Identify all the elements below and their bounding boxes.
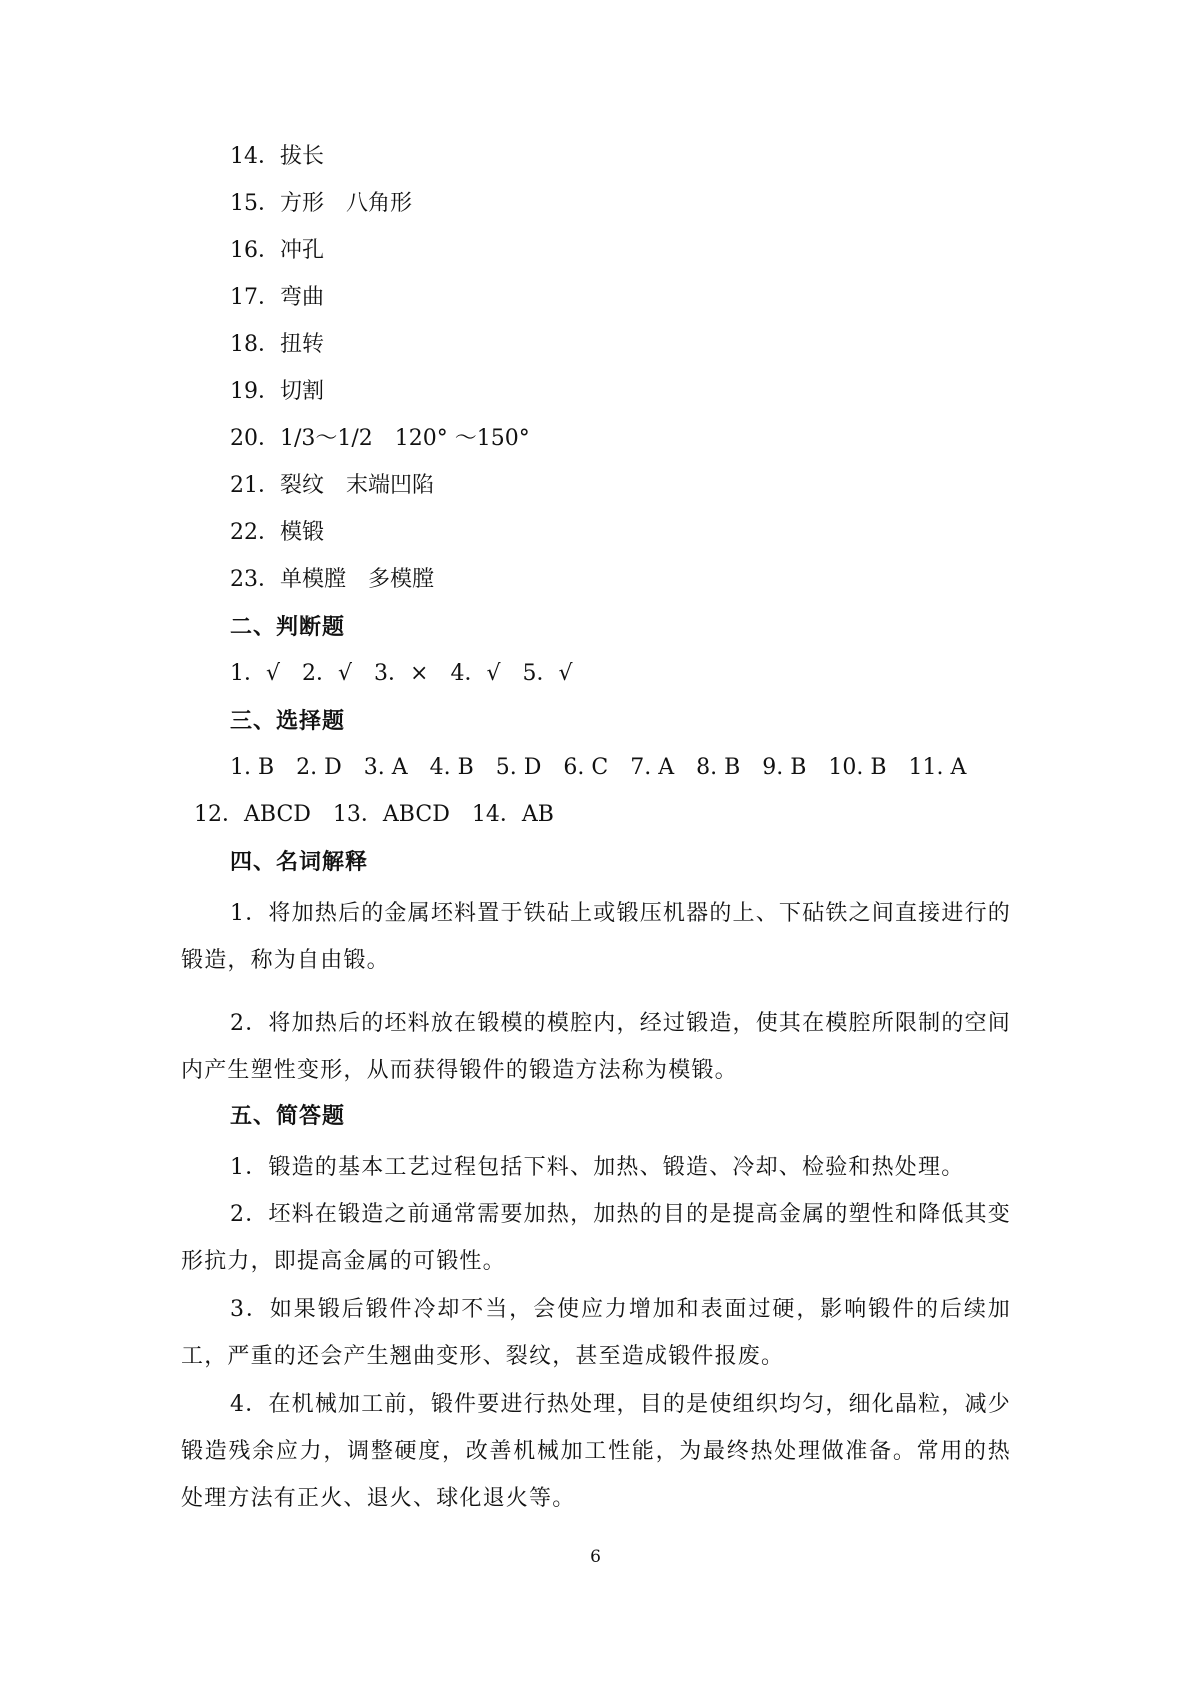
judgment-answers: 1．√ 2．√ 3．× 4．√ 5．√ xyxy=(230,661,573,686)
short-answer-2: 2．坯料在锻造之前通常需要加热，加热的目的是提高金属的塑性和降低其变形抗力，即提高金属的可锻性。 xyxy=(181,1202,1011,1274)
terms-heading: 四、名词解释 xyxy=(230,849,369,875)
fill-answer-17: 17．弯曲 xyxy=(230,285,324,310)
term-definition-1: 1．将加热后的金属坯料置于铁砧上或锻压机器的上、下砧铁之间直接进行的锻造，称为自由锻。 xyxy=(181,901,1011,973)
choice-heading: 三、选择题 xyxy=(230,708,346,734)
short-answer-heading: 五、简答题 xyxy=(230,1103,346,1129)
fill-answer-16: 16．冲孔 xyxy=(230,238,324,263)
short-answer-1: 1．锻造的基本工艺过程包括下料、加热、锻造、冷却、检验和热处理。 xyxy=(230,1155,965,1180)
fill-answer-23: 23．单模膛 多模膛 xyxy=(230,567,434,592)
term-definition-2: 2．将加热后的坯料放在锻模的模腔内，经过锻造，使其在模腔所限制的空间内产生塑性变形，从而获得锻件的锻造方法称为模锻。 xyxy=(181,1011,1011,1083)
short-answer-4: 4．在机械加工前，锻件要进行热处理，目的是使组织均匀，细化晶粒，减少锻造残余应力，调整硬度，改善机械加工性能，为最终热处理做准备。常用的热处理方法有正火、退火、球化退火等。 xyxy=(181,1392,1011,1511)
fill-answer-18: 18．扭转 xyxy=(230,332,324,357)
fill-answer-14: 14．拔长 xyxy=(230,144,324,169)
judgment-heading: 二、判断题 xyxy=(230,614,346,640)
choice-answers-line-1: 1. B 2. D 3. A 4. B 5. D 6. C 7. A 8. B 9. B 10. B 11. A xyxy=(230,755,967,780)
choice-answers-line-2: 12．ABCD 13．ABCD 14．AB xyxy=(194,802,554,827)
fill-answer-15: 15．方形 八角形 xyxy=(230,191,412,216)
short-answer-3: 3．如果锻后锻件冷却不当，会使应力增加和表面过硬，影响锻件的后续加工，严重的还会产生翘曲变形、裂纹，甚至造成锻件报废。 xyxy=(181,1297,1011,1369)
fill-answer-22: 22．模锻 xyxy=(230,520,324,545)
fill-answer-20: 20．1/3～1/2 120° ～150° xyxy=(230,426,530,451)
page-number: 6 xyxy=(590,1547,601,1567)
fill-answer-21: 21．裂纹 末端凹陷 xyxy=(230,473,434,498)
fill-answer-19: 19．切割 xyxy=(230,379,324,404)
